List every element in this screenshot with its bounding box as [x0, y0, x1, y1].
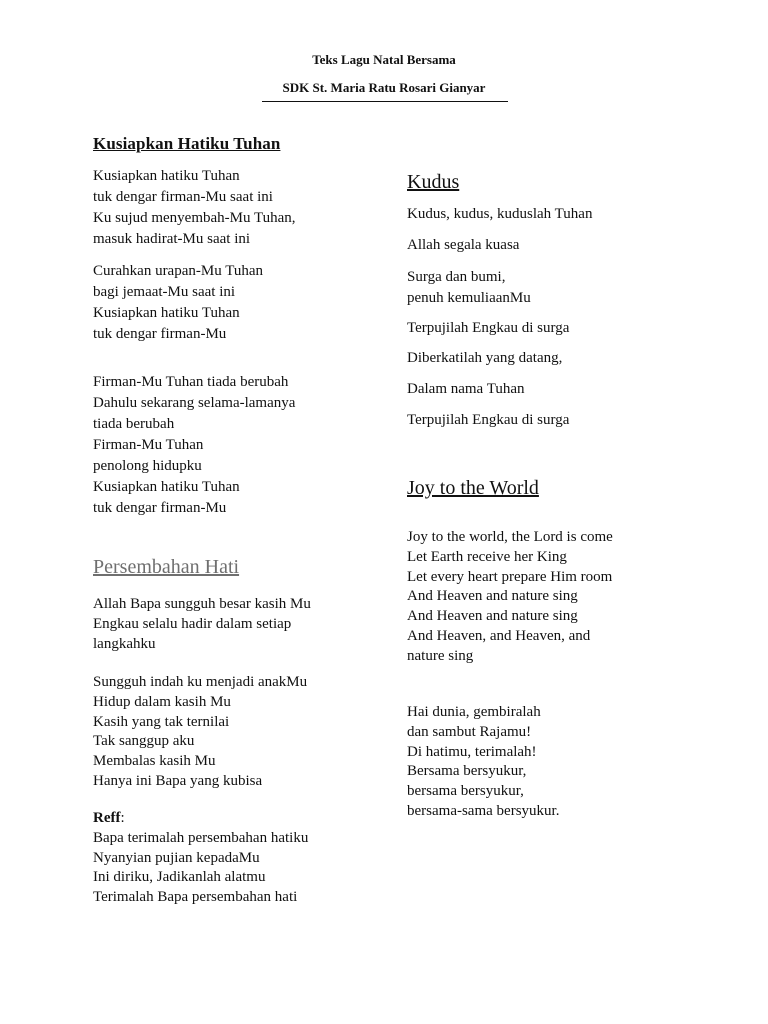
lyric-line: Terpujilah Engkau di surga	[407, 412, 570, 428]
lyric-line: tiada berubah	[93, 416, 175, 432]
reff-label: Reff	[93, 810, 121, 826]
reff-colon: :	[120, 810, 125, 826]
song2-reff	[93, 809, 308, 908]
lyric-line: Terpujilah Engkau di surga	[407, 320, 570, 336]
lyric-line: Bersama bersyukur,	[407, 763, 527, 780]
song-title-kudus: Kudus	[407, 171, 460, 193]
lyric-line: Sungguh indah ku menjadi anakMu	[93, 674, 308, 690]
song1-verse3	[93, 372, 295, 519]
lyric-line: Ini diriku, Jadikanlah alatmu	[93, 869, 266, 886]
lyric-line: Diberkatilah yang datang,	[407, 350, 563, 366]
lyric-line: Kusiapkan hatiku Tuhan	[93, 305, 240, 321]
lyric-line: Firman-Mu Tuhan tiada berubah	[93, 374, 289, 390]
lyric-line: penolong hidupku	[93, 458, 202, 474]
lyric-line: Allah segala kuasa	[407, 237, 520, 253]
lyric-line: Hidup dalam kasih Mu	[93, 693, 231, 710]
lyric-line: Bapa terimalah persembahan hatiku	[93, 829, 309, 846]
lyric-line: langkahku	[93, 635, 156, 652]
lyric-line: And Heaven, and Heaven, and	[407, 627, 591, 644]
document-title: Teks Lagu Natal Bersama	[312, 52, 456, 67]
lyric-line: bersama bersyukur,	[407, 783, 524, 800]
lyric-line: Surga dan bumi,	[407, 269, 506, 285]
lyric-line: penuh kemuliaanMu	[407, 290, 531, 306]
lyric-line: Ku sujud menyembah-Mu Tuhan,	[93, 210, 296, 226]
lyric-line: bagi jemaat-Mu saat ini	[93, 284, 236, 300]
song2-verse2	[93, 673, 307, 792]
lyric-line: Curahkan urapan-Mu Tuhan	[93, 263, 263, 279]
document-subtitle: SDK St. Maria Ratu Rosari Gianyar	[282, 80, 486, 95]
song4-verse1	[407, 528, 613, 667]
song-title-joy-to-the-world: Joy to the World	[407, 477, 539, 499]
lyric-line: Let Earth receive her King	[407, 548, 567, 565]
song-title-kusiapkan: Kusiapkan Hatiku Tuhan	[93, 134, 281, 153]
lyric-line: Hai dunia, gembiralah	[407, 704, 541, 720]
reff-heading	[93, 809, 308, 829]
song3-stanza	[407, 267, 531, 309]
lyric-line: masuk hadirat-Mu saat ini	[93, 231, 251, 247]
lyric-line: tuk dengar firman-Mu saat ini	[93, 189, 273, 205]
lyric-line: Firman-Mu Tuhan	[93, 437, 204, 453]
lyric-line: And Heaven and nature sing	[407, 588, 578, 605]
lyric-line: Terimalah Bapa persembahan hati	[93, 889, 298, 906]
lyric-line: Engkau selalu hadir dalam setiap	[93, 615, 292, 632]
song-title-persembahan: Persembahan Hati	[93, 556, 240, 578]
lyric-line: And Heaven and nature sing	[407, 608, 578, 625]
lyric-line: Kusiapkan hatiku Tuhan	[93, 168, 240, 184]
song1-verse2	[93, 261, 263, 345]
lyric-line: Dalam nama Tuhan	[407, 381, 525, 397]
lyric-line: Membalas kasih Mu	[93, 753, 216, 770]
lyric-line: tuk dengar firman-Mu	[93, 326, 227, 342]
lyric-line: dan sambut Rajamu!	[407, 723, 532, 740]
lyric-line: Dahulu sekarang selama-lamanya	[93, 395, 296, 411]
lyric-line: nature sing	[407, 647, 474, 664]
song1-verse1	[93, 166, 296, 250]
lyric-line: Allah Bapa sungguh besar kasih Mu	[93, 596, 311, 612]
lyric-line: Kudus, kudus, kuduslah Tuhan	[407, 206, 593, 222]
lyric-line: Kasih yang tak ternilai	[93, 713, 230, 730]
lyric-line: tuk dengar firman-Mu	[93, 500, 227, 516]
lyric-line: bersama-sama bersyukur.	[407, 802, 560, 819]
song4-verse2	[407, 703, 559, 822]
song2-verse1	[93, 595, 311, 654]
lyric-line: Let every heart prepare Him room	[407, 568, 613, 585]
lyric-line: Tak sanggup aku	[93, 733, 195, 750]
lyric-line: Hanya ini Bapa yang kubisa	[93, 772, 263, 789]
lyric-line: Joy to the world, the Lord is come	[407, 529, 613, 545]
lyric-line: Di hatimu, terimalah!	[407, 743, 537, 760]
lyric-line: Kusiapkan hatiku Tuhan	[93, 479, 240, 495]
header-divider	[262, 101, 508, 102]
lyric-line: Nyanyian pujian kepadaMu	[93, 849, 260, 866]
